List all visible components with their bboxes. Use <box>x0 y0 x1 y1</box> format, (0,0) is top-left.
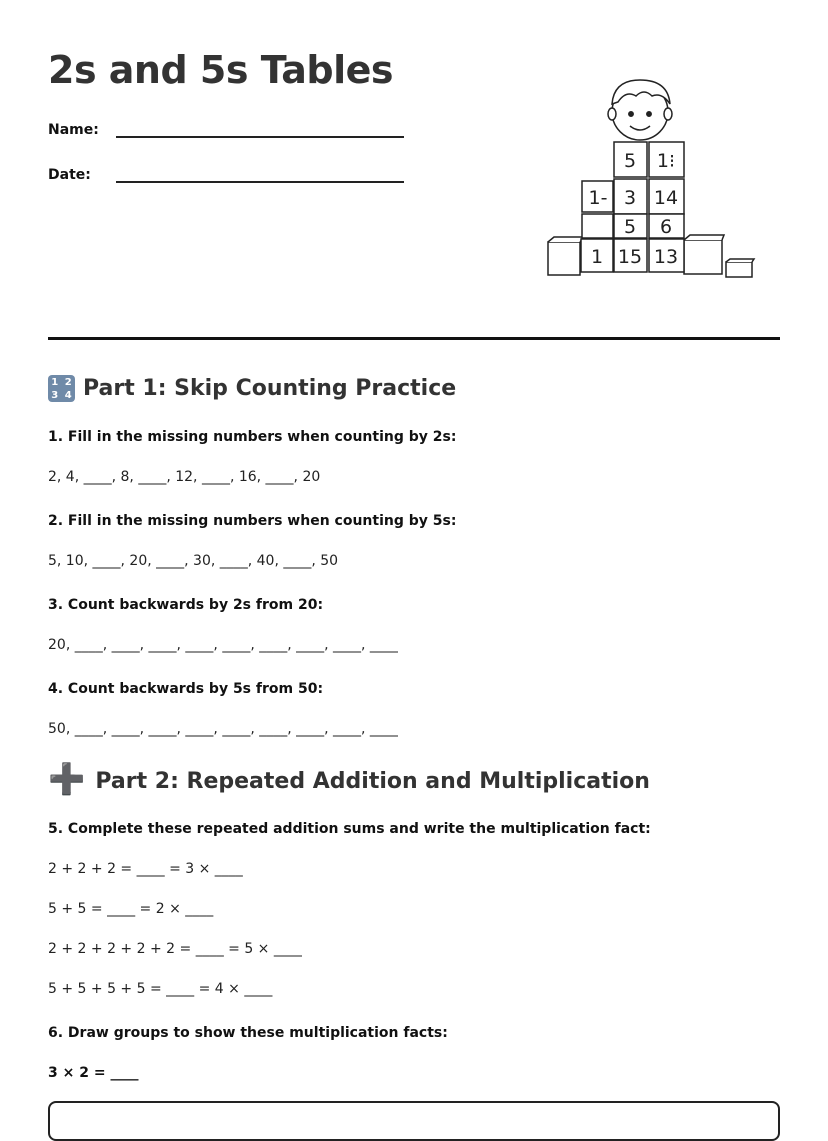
section-divider <box>48 337 780 340</box>
date-label: Date: <box>48 167 91 183</box>
block-label: 5 <box>623 150 637 172</box>
block-label: 14 <box>653 187 679 209</box>
question-5: 5. Complete these repeated addition sums and write the multiplication fact: <box>48 821 651 837</box>
date-line[interactable] <box>116 163 404 183</box>
block-label: 13 <box>653 246 679 268</box>
answer-line-4[interactable]: 50, ____, ____, ____, ____, ____, ____, ____, ____, ____ <box>48 721 398 737</box>
part1-heading-text: Part 1: Skip Counting Practice <box>83 376 457 401</box>
sum-line-4[interactable]: 5 + 5 + 5 + 5 = ____ = 4 × ____ <box>48 981 273 997</box>
part2-heading <box>48 762 650 797</box>
date-field[interactable] <box>48 163 404 183</box>
part1-heading <box>48 375 456 402</box>
fact-line-1[interactable]: 3 × 2 = ____ <box>48 1065 139 1081</box>
answer-line-3[interactable]: 20, ____, ____, ____, ____, ____, ____, ____, ____, ____ <box>48 637 398 653</box>
question-2: 2. Fill in the missing numbers when counting by 5s: <box>48 513 457 529</box>
boy-with-blocks-illustration <box>540 74 760 286</box>
block-label: 3 <box>623 187 637 209</box>
name-field[interactable] <box>48 118 404 138</box>
name-line[interactable] <box>116 118 404 138</box>
block-label: 1⁝ <box>656 150 676 172</box>
block-label: 5 <box>623 216 637 238</box>
block-label: 1 <box>590 246 604 268</box>
question-4: 4. Count backwards by 5s from 50: <box>48 681 324 697</box>
sum-line-3[interactable]: 2 + 2 + 2 + 2 + 2 = ____ = 5 × ____ <box>48 941 302 957</box>
sum-line-1[interactable]: 2 + 2 + 2 = ____ = 3 × ____ <box>48 861 243 877</box>
question-6: 6. Draw groups to show these multiplication facts: <box>48 1025 448 1041</box>
question-3: 3. Count backwards by 2s from 20: <box>48 597 324 613</box>
block-label: 6 <box>659 216 673 238</box>
heavy-plus-icon: ➕ <box>48 762 86 797</box>
numbers-keycap-icon: 1 2 3 4 <box>48 375 75 402</box>
page-title: 2s and 5s Tables <box>48 48 393 92</box>
answer-line-1[interactable]: 2, 4, ____, 8, ____, 12, ____, 16, ____, 20 <box>48 469 321 485</box>
sum-line-2[interactable]: 5 + 5 = ____ = 2 × ____ <box>48 901 214 917</box>
part2-heading-text: Part 2: Repeated Addition and Multiplication <box>95 769 650 794</box>
answer-line-2[interactable]: 5, 10, ____, 20, ____, 30, ____, 40, ____, 50 <box>48 553 339 569</box>
name-label: Name: <box>48 122 99 138</box>
question-1: 1. Fill in the missing numbers when counting by 2s: <box>48 429 457 445</box>
block-label: 15 <box>617 246 643 268</box>
drawing-box[interactable] <box>48 1101 780 1141</box>
block-label: 1- <box>588 187 608 209</box>
